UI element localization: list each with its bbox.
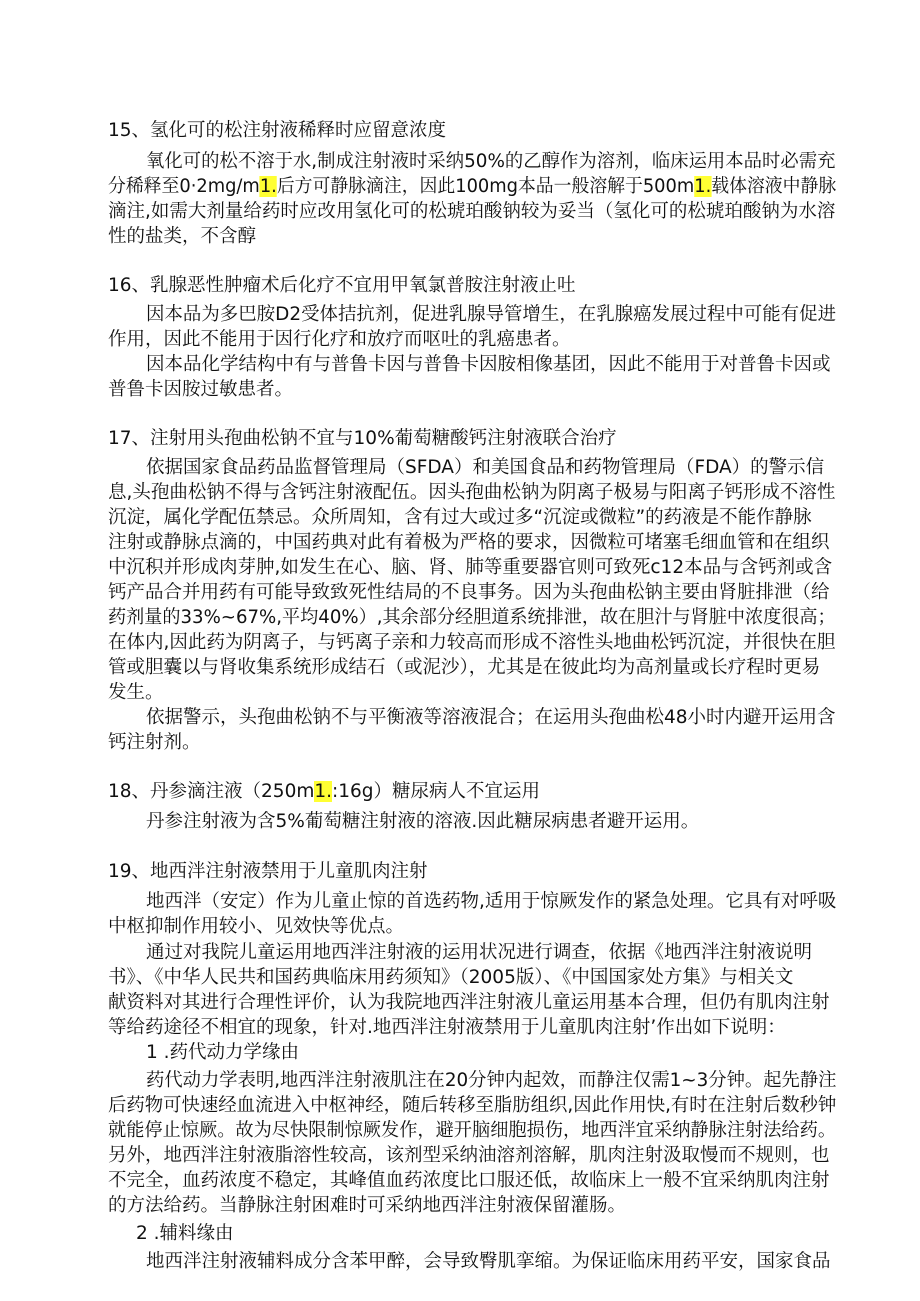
paragraph-line: 不完全，血药浓度不稳定，其峰值血药浓度比口服还低，故临床上一般不宜采纳肌肉注射 [108, 1170, 830, 1191]
highlighted-text: 1. [694, 176, 712, 197]
subheading: 2 .辅料缘由 [136, 1223, 234, 1244]
paragraph-line: 的方法给药。当静脉注射困难时可采纳地西泮注射液保留灌肠。 [108, 1195, 627, 1216]
section-18-heading [108, 779, 540, 804]
paragraph-line: 注射或静脉点滴的，中国药典对此有着极为严格的要求，因微粒可堵塞毛细血管和在组织 [108, 532, 830, 553]
paragraph-line: 丹参注射液为含5%葡萄糖注射液的溶液.因此糖尿病患者避开运用。 [146, 811, 700, 832]
paragraph-line: 地西泮注射液辅料成分含苯甲醉，会导致臀肌挛缩。为保证临床用药平安，国家食品 [146, 1251, 831, 1272]
paragraph-line: 书》、《中华人民共和国药典临床用药须知》（2005版）、《中国国家处方集》与相关文 [108, 967, 794, 988]
paragraph-line: 就能停止惊厥。故为尽快限制惊厥发作，避开脑细胞损伤，地西泮宜采纳静脉注射法给药。 [108, 1120, 837, 1141]
paragraph-line: 氧化可的松不溶于水,制成注射液时采纳50%的乙醇作为溶剂，临床运用本品时必需充 [146, 151, 836, 172]
paragraph-line: 作用，因此不能用于因行化疗和放疗而呕吐的乳癌患者。 [108, 329, 571, 350]
paragraph-line: 管或胆囊以与肾收集系统形成结石（或泥沙），尤其是在彼此均为高剂量或长疗程时更易 [108, 657, 821, 678]
text: 后方可静脉滴注，因此100mg本品一般溶解于500m [276, 176, 695, 197]
subheading: 1 .药代动力学缘由 [146, 1042, 300, 1063]
highlighted-text: 1. [259, 176, 277, 197]
paragraph-line: 药剂量的33%~67%,平均40%）,其余部分经胆道系统排泄，故在胆汁与肾脏中浓度很高； [108, 607, 836, 628]
paragraph-line: 依据警示，头孢曲松钠不与平衡液等溶液混合；在运用头孢曲松48小时内避开运用含 [146, 707, 836, 728]
highlighted-text: 1. [314, 781, 333, 802]
paragraph-line [108, 174, 836, 199]
section-17-heading: 17、注射用头孢曲松钠不宜与10%葡萄糖酸钙注射液联合治疗 [108, 428, 617, 449]
text: 18、丹参滴注液（250m [108, 781, 315, 802]
paragraph-line: 钙产品合并用药有可能导致致死性结局的不良事务。因为头孢曲松钠主要由肾脏排泄（给 [108, 582, 830, 603]
paragraph-line: 息,头孢曲松钠不得与含钙注射液配伍。因头孢曲松钠为阴离子极易与阳离子钙形成不溶性 [108, 482, 836, 503]
section-19-heading: 19、地西泮注射液禁用于儿童肌肉注射 [108, 861, 428, 882]
paragraph-line: 沉淀，属化学配伍禁忌。众所周知，含有过大或过多“沉淀或微粒”的药液是不能作静脉 [108, 507, 812, 528]
section-15-heading: 15、氢化可的松注射液稀释时应留意浓度 [108, 120, 447, 141]
paragraph-line: 另外，地西泮注射液脂溶性较高，该剂型采纳油溶剂溶解，肌肉注射汲取慢而不规则，也 [108, 1145, 830, 1166]
paragraph-line: 药代动力学表明,地西泮注射液肌注在20分钟内起效，而静注仅需1~3分钟。起先静注 [146, 1070, 837, 1091]
paragraph-line: 因本品化学结构中有与普鲁卡因与普鲁卡因胺相像基团，因此不能用于对普鲁卡因或 [146, 354, 831, 375]
paragraph-line: 在体内,因此药为阴离子，与钙离子亲和力较高而形成不溶性头地曲松钙沉淀，并很快在胆 [108, 632, 836, 653]
paragraph-line: 等给药途径不相宜的现象，针对.地西泮注射液禁用于儿童肌肉注射’作出如下说明： [108, 1017, 786, 1038]
paragraph-line: 性的盐类，不含醇 [108, 226, 257, 247]
paragraph-line: 滴注,如需大剂量给药时应改用氢化可的松琥珀酸钠较为妥当（氢化可的松琥珀酸钠为水溶 [108, 201, 836, 222]
text: :16g）糖尿病人不宜运用 [332, 781, 541, 802]
paragraph-line: 中枢抑制作用较小、见效快等优点。 [108, 916, 405, 937]
section-16-heading: 16、乳腺恶性肿瘤术后化疗不宜用甲氧氯普胺注射液止吐 [108, 275, 576, 296]
paragraph-line: 普鲁卡因胺过敏患者。 [108, 379, 294, 400]
paragraph-line: 后药物可快速经血流进入中枢神经，随后转移至脂肪组织,因此作用快,有时在注射后数秒钟 [108, 1095, 837, 1116]
paragraph-line: 中沉积并形成肉芽肿,如发生在心、脑、肾、肺等重要器官则可致死c12本品与含钙剂或含 [108, 557, 833, 578]
paragraph-line: 依据国家食品药品监督管理局（SFDA）和美国食品和药物管理局（FDA）的警示信 [146, 457, 825, 478]
paragraph-line: 献资料对其进行合理性评价，认为我院地西泮注射液儿童运用基本合理，但仍有肌肉注射 [108, 992, 830, 1013]
paragraph-line: 地西泮（安定）作为儿童止惊的首选药物,适用于惊厥发作的紧急处理。它具有对呼吸 [146, 891, 837, 912]
paragraph-line: 通过对我院儿童运用地西泮注射液的运用状况进行调查，依据《地西泮注射液说明 [146, 942, 813, 963]
paragraph-line: 钙注射剂。 [108, 732, 201, 753]
text: 载体溶液中静脉 [711, 176, 837, 197]
text: 分稀释至0·2mg/m [108, 176, 260, 197]
paragraph-line: 发生。 [108, 682, 164, 703]
paragraph-line: 因本品为多巴胺D2受体拮抗剂，促进乳腺导管增生，在乳腺癌发展过程中可能有促进 [146, 304, 837, 325]
